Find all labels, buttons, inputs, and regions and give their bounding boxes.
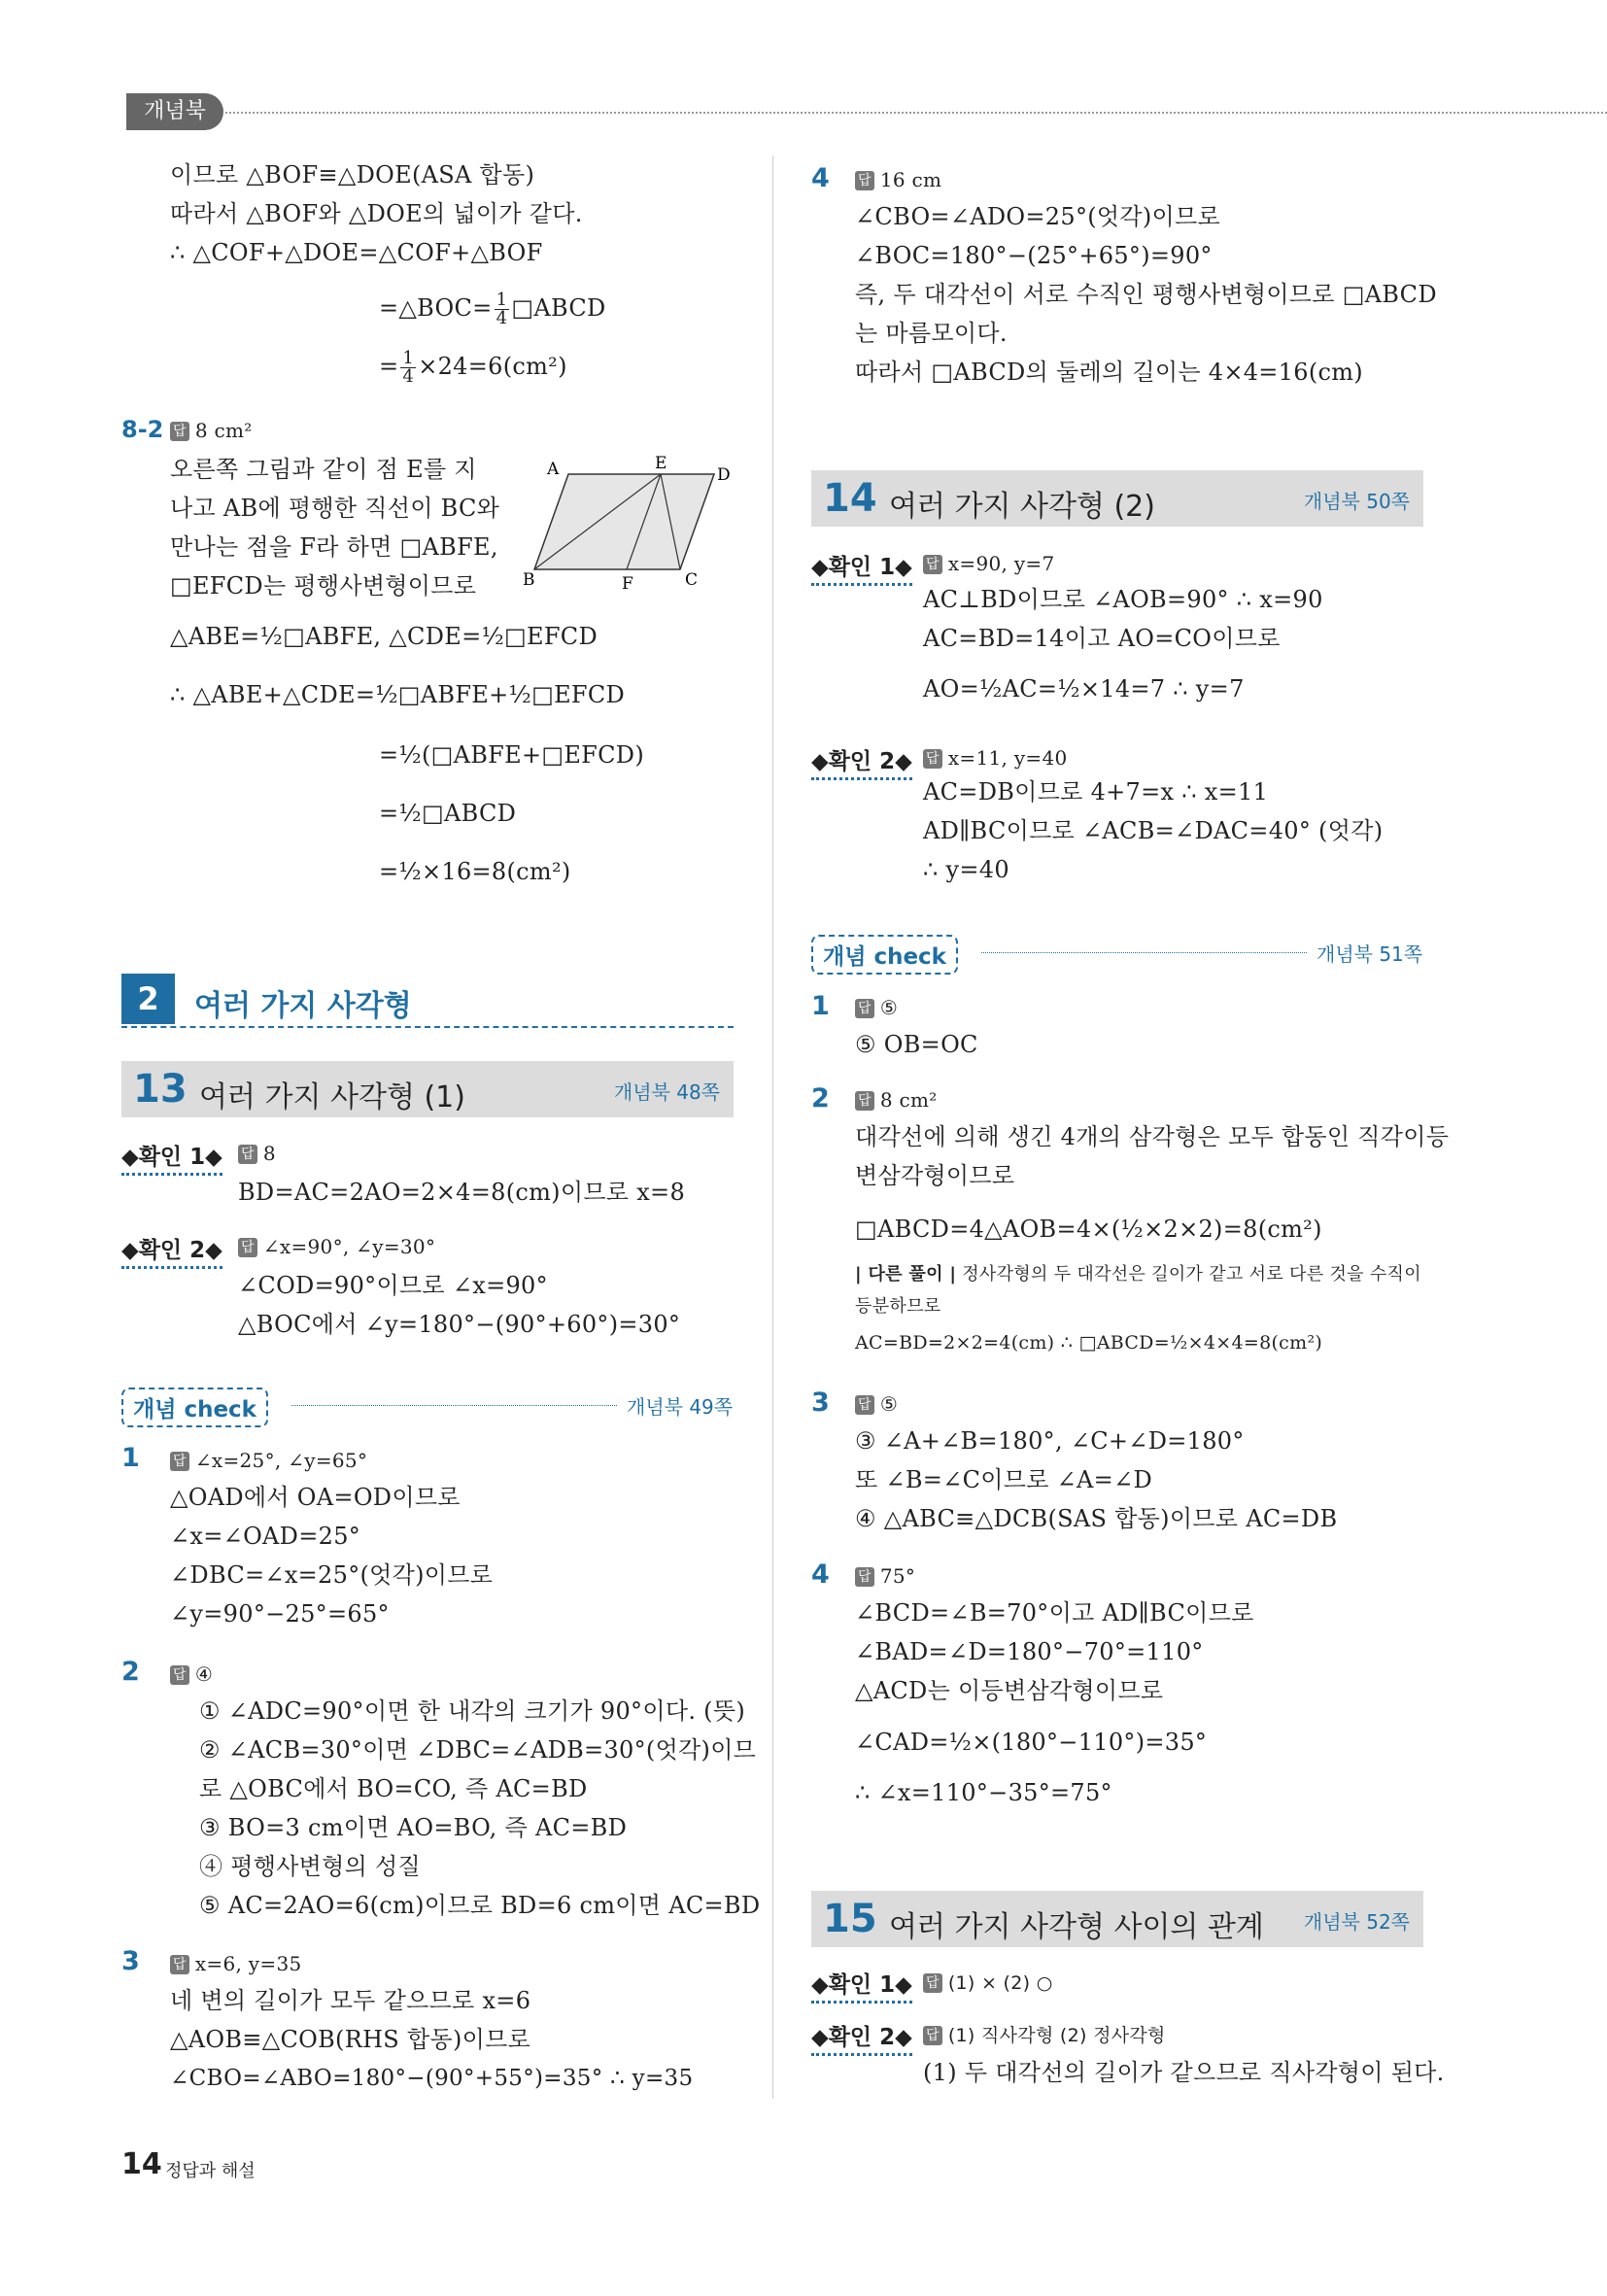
section-13-number: 13	[133, 1067, 188, 1112]
right-confirm-1-line-3: AO=½AC=½×14=7 ∴ y=7	[923, 675, 1245, 703]
section-13-header	[121, 1061, 734, 1117]
right-q3-number: 3	[811, 1388, 830, 1418]
right-confirm-2b-answer: 답 (1) 직사각형 (2) 정사각형	[923, 2021, 1166, 2050]
section-14-header	[811, 470, 1423, 527]
parallelogram-figure	[520, 455, 738, 591]
left-q3-line-1: 네 변의 길이가 모두 같으므로 x=6	[170, 1987, 531, 2014]
right-q1-line-1: ⑤ OB=OC	[855, 1031, 978, 1058]
left-q2-answer: 답 ④	[170, 1660, 213, 1689]
answer-badge: 답	[170, 1955, 189, 1974]
left-q3-line-3: ∠CBO=∠ABO=180°−(90°+55°)=35° ∴ y=35	[170, 2066, 694, 2091]
section-15-header	[811, 1891, 1423, 1947]
right-q2-answer: 답 8 cm²	[855, 1085, 938, 1114]
problem-8-2-eq-2: ∴ △ABE+△CDE=½□ABFE+½□EFCD	[170, 681, 626, 708]
column-divider	[772, 155, 773, 2099]
left-q3-line-2: △AOB≡△COB(RHS 합동)이므로	[170, 2026, 531, 2053]
right-q4b-answer: 답 75°	[855, 1561, 915, 1591]
chapter-title: 여러 가지 사각형	[194, 989, 412, 1023]
section-14-title: 여러 가지 사각형 (2)	[889, 490, 1155, 524]
right-q3-line-3: ④ △ABC≡△DCB(SAS 합동)이므로 AC=DB	[855, 1505, 1338, 1532]
confirm-1-line: BD=AC=2AO=2×4=8(cm)이므로 x=8	[238, 1179, 686, 1206]
right-confirm-2b-label: ◆확인 2◆	[811, 2019, 912, 2056]
alt-solution-label: | 다른 풀이 |	[855, 1264, 957, 1285]
right-q4-line-3: 즉, 두 대각선이 서로 수직인 평행사변형이므로 □ABCD	[855, 281, 1437, 308]
label-e: E	[655, 455, 667, 473]
parallelogram-shape	[534, 474, 714, 569]
right-q3-line-1: ③ ∠A+∠B=180°, ∠C+∠D=180°	[855, 1427, 1245, 1455]
right-q4-line-2: ∠BOC=180°−(25°+65°)=90°	[855, 242, 1213, 269]
footer-title: 정답과 해설	[165, 2161, 256, 2181]
answer-badge: 답	[923, 749, 942, 769]
header-divider	[225, 112, 1607, 114]
right-q2-line-1: 대각선에 의해 생긴 4개의 삼각형은 모두 합동인 직각이등	[855, 1123, 1450, 1150]
right-q4-number: 4	[811, 163, 830, 193]
left-q3-answer: 답 x=6, y=35	[170, 1949, 302, 1978]
right-q3-line-2: 또 ∠B=∠C이므로 ∠A=∠D	[855, 1466, 1153, 1493]
left-q2-line-4: ③ BO=3 cm이면 AO=BO, 즉 AC=BD	[199, 1814, 628, 1841]
section-15-title: 여러 가지 사각형 사이의 관계	[889, 1910, 1264, 1944]
right-q4b-line-2: ∠BAD=∠D=180°−70°=110°	[855, 1638, 1204, 1665]
answer-badge: 답	[855, 1567, 874, 1587]
section-13-title: 여러 가지 사각형 (1)	[199, 1080, 465, 1114]
right-confirm-1b-answer: 답 (1) × (2) ○	[923, 1969, 1053, 1998]
confirm-2-line-1: ∠COD=90°이므로 ∠x=90°	[238, 1272, 548, 1299]
right-q4b-line-5: ∴ ∠x=110°−35°=75°	[855, 1779, 1112, 1806]
concept-check-51-ref: 개념북 51쪽	[1316, 942, 1423, 966]
right-q4b-line-1: ∠BCD=∠B=70°이고 AD∥BC이므로	[855, 1599, 1254, 1627]
problem-8-2-text-1: 오른쪽 그림과 같이 점 E를 지	[170, 456, 477, 483]
problem-8-2-text-4: □EFCD는 평행사변형이므로	[170, 572, 477, 600]
left-q2-line-6: ⑤ AC=2AO=6(cm)이므로 BD=6 cm이면 AC=BD	[199, 1892, 761, 1919]
concept-check-49-label: 개념 check	[121, 1388, 268, 1427]
right-confirm-1b-label: ◆확인 1◆	[811, 1967, 912, 2004]
left-q1-answer: 답 ∠x=25°, ∠y=65°	[170, 1446, 367, 1475]
left-top-line-1: 이므로 △BOF≡△DOE(ASA 합동)	[170, 161, 535, 188]
answer-badge: 답	[238, 1145, 257, 1164]
left-top-line-2: 따라서 △BOF와 △DOE의 넓이가 같다.	[170, 200, 583, 227]
right-confirm-2-label: ◆확인 2◆	[811, 743, 912, 780]
answer-badge: 답	[923, 555, 942, 574]
right-q1-answer: 답 ⑤	[855, 993, 898, 1022]
answer-badge: 답	[923, 2026, 942, 2045]
right-q3-answer: 답 ⑤	[855, 1389, 898, 1419]
problem-8-2-eq-1: △ABE=½□ABFE, △CDE=½□EFCD	[170, 623, 598, 650]
left-q2-line-3: 로 △OBC에서 BO=CO, 즉 AC=BD	[199, 1775, 588, 1802]
problem-8-2-text-2: 나고 AB에 평행한 직선이 BC와	[170, 495, 500, 522]
label-a: A	[547, 460, 560, 479]
left-q2-number: 2	[121, 1657, 140, 1687]
confirm-2-line-2: △BOC에서 ∠y=180°−(90°+60°)=30°	[238, 1311, 681, 1338]
left-q1-line-4: ∠y=90°−25°=65°	[170, 1600, 390, 1628]
problem-8-2-text-3: 만나는 점을 F라 하면 □ABFE,	[170, 533, 498, 561]
problem-8-2-eq-3: =½(□ABFE+□EFCD)	[379, 741, 644, 769]
right-confirm-1-answer: 답 x=90, y=7	[923, 549, 1055, 578]
answer-badge: 답	[170, 1665, 189, 1685]
label-f: F	[622, 574, 633, 591]
left-q2-line-1: ① ∠ADC=90°이면 한 내각의 크기가 90°이다. (뜻)	[199, 1697, 745, 1725]
concept-check-51-divider	[981, 952, 1307, 953]
left-q1-line-1: △OAD에서 OA=OD이므로	[170, 1484, 461, 1511]
answer-badge: 답	[855, 999, 874, 1018]
left-top-eq-2: = $\frac{1}{4}$ ×24=6(cm²)	[379, 348, 567, 387]
left-q2-line-5: ④ 평행사변형의 성질	[199, 1853, 422, 1880]
header-tag: 개념북	[126, 93, 223, 130]
answer-badge: 답	[855, 171, 874, 190]
right-q4b-line-4: ∠CAD=½×(180°−110°)=35°	[855, 1729, 1208, 1756]
left-q1-line-2: ∠x=∠OAD=25°	[170, 1523, 361, 1550]
section-14-number: 14	[823, 476, 877, 521]
right-q2-number: 2	[811, 1083, 830, 1114]
right-q2-alt-3: AC=BD=2×2=4(cm) ∴ □ABCD=½×4×4=8(cm²)	[855, 1332, 1323, 1354]
answer-badge: 답	[170, 422, 189, 441]
problem-8-2-eq-4: =½□ABCD	[379, 800, 517, 827]
label-d: D	[717, 465, 731, 485]
label-b: B	[523, 570, 535, 590]
left-q1-number: 1	[121, 1443, 140, 1473]
right-q4b-number: 4	[811, 1559, 830, 1590]
section-14-ref: 개념북 50쪽	[1303, 490, 1410, 513]
problem-8-2-answer: 답 8 cm²	[170, 416, 253, 445]
right-confirm-2-line-3: ∴ y=40	[923, 856, 1009, 883]
answer-badge: 답	[855, 1091, 874, 1111]
left-q1-line-3: ∠DBC=∠x=25°(엇각)이므로	[170, 1561, 494, 1589]
left-q3-number: 3	[121, 1946, 140, 1976]
right-confirm-1-label: ◆확인 1◆	[811, 549, 912, 586]
right-confirm-1-line-2: AC=BD=14이고 AO=CO이므로	[923, 625, 1281, 652]
answer-badge: 답	[238, 1238, 257, 1257]
right-q4-line-4: 는 마름모이다.	[855, 320, 1008, 347]
left-top-eq-1: =△BOC= $\frac{1}{4}$ □ABCD	[379, 290, 606, 328]
right-q2-line-2: 변삼각형이므로	[855, 1162, 1015, 1189]
concept-check-49-divider	[291, 1405, 617, 1406]
right-q2-alt-2: 등분하므로	[855, 1296, 941, 1317]
section-15-ref: 개념북 52쪽	[1303, 1910, 1410, 1934]
problem-8-2-number: 8-2	[121, 416, 164, 443]
right-confirm-2b-line: (1) 두 대각선의 길이가 같으므로 직사각형이 된다.	[923, 2059, 1445, 2086]
confirm-1-label: ◆확인 1◆	[121, 1139, 222, 1176]
confirm-2-answer: 답 ∠x=90°, ∠y=30°	[238, 1232, 435, 1261]
concept-check-51-label: 개념 check	[811, 935, 958, 975]
left-q2-line-2: ② ∠ACB=30°이면 ∠DBC=∠ADB=30°(엇각)이므	[199, 1736, 757, 1764]
left-top-line-3: ∴ △COF+△DOE=△COF+△BOF	[170, 239, 543, 266]
right-q4-answer: 답 16 cm	[855, 165, 941, 194]
page-number: 14	[121, 2147, 162, 2181]
right-q4-line-5: 따라서 □ABCD의 둘레의 길이는 4×4=16(cm)	[855, 359, 1363, 386]
right-confirm-2-line-2: AD∥BC이므로 ∠ACB=∠DAC=40° (엇각)	[923, 817, 1384, 844]
right-confirm-2-line-1: AC=DB이므로 4+7=x ∴ x=11	[923, 778, 1269, 805]
concept-check-49-ref: 개념북 49쪽	[627, 1395, 734, 1419]
confirm-1-answer: 답 8	[238, 1139, 276, 1168]
problem-8-2-eq-5: =½×16=8(cm²)	[379, 858, 571, 885]
confirm-2-label: ◆확인 2◆	[121, 1232, 222, 1269]
right-q1-number: 1	[811, 991, 830, 1021]
right-q4-line-1: ∠CBO=∠ADO=25°(엇각)이므로	[855, 203, 1220, 230]
answer-badge: 답	[855, 1395, 874, 1415]
right-confirm-2-answer: 답 x=11, y=40	[923, 743, 1068, 772]
answer-badge: 답	[923, 1973, 942, 1993]
right-q2-line-3: □ABCD=4△AOB=4×(½×2×2)=8(cm²)	[855, 1216, 1322, 1243]
right-q4b-line-3: △ACD는 이등변삼각형이므로	[855, 1677, 1164, 1704]
label-c: C	[685, 570, 699, 590]
answer-badge: 답	[170, 1452, 189, 1471]
right-q2-alt-1: | 다른 풀이 | 정사각형의 두 대각선은 길이가 같고 서로 다른 것을 수직이	[855, 1264, 1421, 1285]
chapter-underline	[121, 1026, 734, 1028]
right-confirm-1-line-1: AC⊥BD이므로 ∠AOB=90° ∴ x=90	[923, 586, 1323, 613]
section-15-number: 15	[823, 1897, 877, 1941]
section-13-ref: 개념북 48쪽	[613, 1080, 720, 1104]
chapter-number: 2	[121, 974, 175, 1024]
